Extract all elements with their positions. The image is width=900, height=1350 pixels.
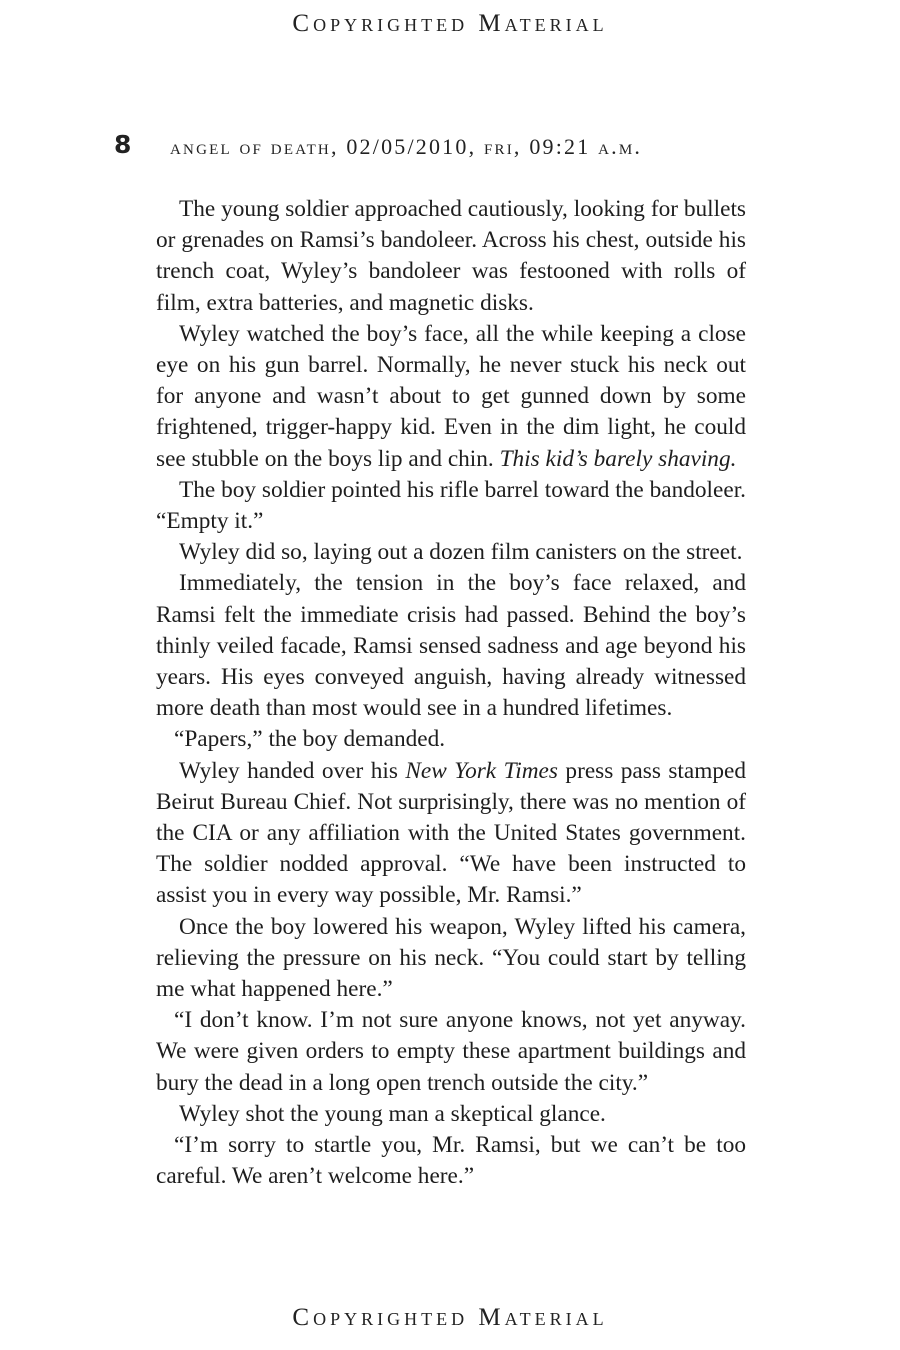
copyright-footer: Copyrighted Material (292, 1304, 608, 1331)
paragraph-1: The young soldier approached cautiously, looking for bullets or grenades on Ramsi’s bandoleer. Across his chest, outside his trench coat, Wyley’s bandoleer was festooned with rolls of film, extra batteries, and magnetic disks. (156, 196, 746, 316)
newspaper-title: New York Times (405, 757, 558, 784)
paragraph-2-italic: This kid’s barely shaving. (499, 445, 737, 472)
paragraph-10: Wyley shot the young man a skeptical glance. (179, 1100, 606, 1127)
paragraph-7-after: press pass stamped Beirut Bureau Chief. Not surprisingly, there was no mention of the CIA or any affiliation with the United States government. The soldier nodded approval. “We have been instructed to assist you in every way possible, Mr. Ramsi.” (156, 757, 746, 909)
paragraph-5: Immediately, the tension in the boy’s face relaxed, and Ramsi felt the immediate crisis had passed. Behind the boy’s thinly veiled facade, Ramsi sensed sadness and age beyond his years. His eyes conveyed anguish, having already witnessed more death than most would see in a hundred lifetimes. (156, 570, 746, 722)
running-head: angel of death, 02/05/2010, fri, 09:21 a.m. (170, 134, 643, 159)
paragraph-2 (156, 319, 746, 475)
paragraph-8: Once the boy lowered his weapon, Wyley lifted his camera, relieving the pressure on his neck. “You could start by telling me what happened here.” (156, 913, 746, 1003)
paragraph-3: The boy soldier pointed his rifle barrel toward the bandoleer. “Empty it.” (156, 476, 746, 535)
paragraph-9: “I don’t know. I’m not sure anyone knows, not yet anyway. We were given orders to empty these apartment buildings and bury the dead in a long open trench outside the city.” (156, 1007, 746, 1096)
paragraph-6: “Papers,” the boy demanded. (174, 726, 446, 753)
body-text (156, 194, 746, 1193)
paragraph-7-before: Wyley handed over his (179, 757, 406, 784)
page-number: 8 (114, 130, 132, 159)
paragraph-4: Wyley did so, laying out a dozen film canisters on the street. (179, 539, 743, 566)
paragraph-7 (156, 756, 746, 912)
copyright-header: Copyrighted Material (292, 10, 608, 37)
paragraph-11: “I’m sorry to startle you, Mr. Ramsi, but we can’t be too careful. We aren’t welcome here.” (156, 1132, 746, 1190)
paragraph-2-text: Wyley watched the boy’s face, all the while keeping a close eye on his gun barrel. Normally, he never stuck his neck out for anyone and wasn’t about to get gunned down by some frightened, trigger-happy kid. Even in the dim light, he could see stubble on the boys lip and chin. (156, 320, 746, 472)
